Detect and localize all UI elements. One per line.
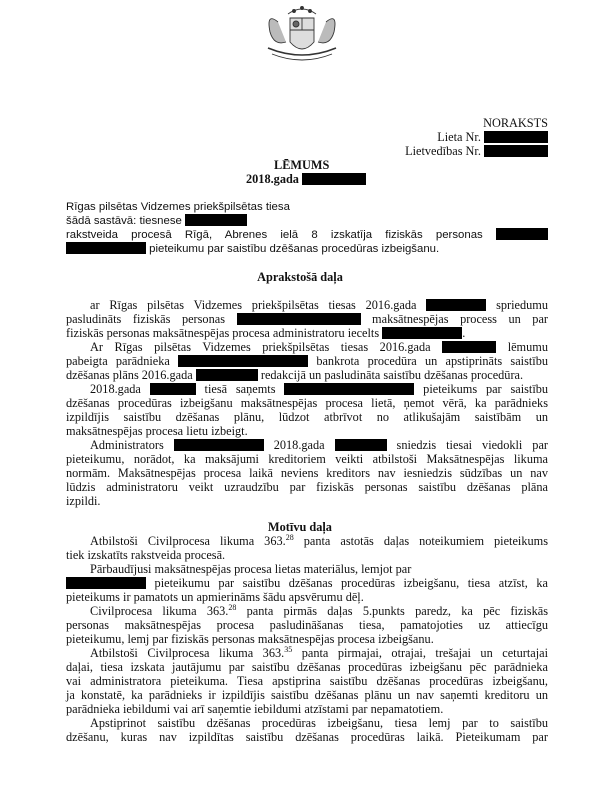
s2p2-text-b: pieteikumu par saistību dzēšanas procedūras izbeigšanu, tiesa atzīst, ka [154,576,548,590]
s1p4-line1 [90,438,548,452]
s1p1-text-a: ar Rīgas pilsētas Vidzemes priekšpilsētas tiesas 2016.gada [90,298,417,312]
redacted-s1p1-person [237,313,361,325]
court-application-line [66,242,439,256]
s1p1-text-d: maksātnespējas process un par [372,312,548,326]
s1p3-line2: dzēšanas procedūras izbeigšanu maksātnespējas procesa lietā, ņemot vērā, ka parādnieks [66,396,548,410]
process-text: rakstveida procesā Rīgā, Abrenes ielā 8 izskatīja fiziskās personas [66,229,483,241]
s1p2-line3 [66,368,523,382]
s1p1-text-f: . [462,326,466,340]
s2p3-text-a: Civilprocesa likuma 363. [90,604,229,618]
s2p4-sup: 35 [284,644,293,654]
s1p4-line4: lūdzis administratoru veikt uzraudzību par fiziskās personas saistību dzēšanas plāna [66,480,548,494]
application-text: pieteikumu par saistību dzēšanas procedūras izbeigšanu. [149,243,440,255]
s1p2-text-b: lēmumu [507,340,548,354]
document-date [246,172,366,186]
redacted-judge [185,214,247,226]
redacted-s1p2-plan-date [196,369,258,381]
s1p2-text-f: redakcijā un pasludināta saistību dzēšanas procedūra. [260,368,524,382]
date-label: 2018.gada [246,172,299,186]
s2p4-line2: daļai, tiesa izskata jautājumu par saistību dzēšanas procedūras izbeigšanu pēc parādnieka [66,660,548,674]
s1p1-text-e: fiziskās personas maksātnespējas procesa administratoru iecelts [66,326,380,340]
redacted-s1p1-date [426,299,486,311]
s1p4-line5: izpildi. [66,494,101,508]
s1p2-text-a: Ar Rīgas pilsētas Vidzemes priekšpilsētas tiesas 2016.gada [90,340,431,354]
s2p1-line1 [90,534,548,548]
redacted-s1p1-admin [382,327,462,339]
court-name: Rīgas pilsētas Vidzemes priekšpilsētas tiesa [66,201,290,213]
s1p3-text-b: tiesā saņemts [204,382,276,396]
redacted-person [496,228,548,240]
registry-number-label: Lietvedības Nr. [405,144,481,158]
redacted-s1p4-admin [174,439,264,451]
registry-number-line [405,144,548,158]
s1p4-text-b: 2018.gada [273,438,325,452]
redacted-case-number [484,131,548,143]
s1p1-line1 [90,298,548,312]
redacted-s2p2-person [66,577,146,589]
s1p2-line2 [66,354,548,368]
s2p1-text-b: panta astotās daļas noteikumiem pieteikums [293,534,548,548]
s1p1-text-c: pasludināts fiziskās personas [66,312,225,326]
case-number-line [437,130,548,144]
s1p3-line1 [90,382,548,396]
s2p4-line1 [90,646,548,660]
s2p4-text-a: Atbilstoši Civilprocesa likuma 363. [90,646,285,660]
s1p1-text-b: spriedumu [496,298,549,312]
redacted-date [302,173,366,185]
court-composition [66,214,247,228]
s2p1-sup: 28 [285,532,294,542]
redacted-s1p2-date [442,341,496,353]
s2p2-line2 [66,576,548,590]
redacted-s1p2-debtor [178,355,308,367]
s1p4-text-a: Administrators [90,438,164,452]
s2p3-line1 [90,604,548,618]
s2p4-text-b: panta pirmajai, otrajai, trešajai un ceturtajai [292,646,548,660]
court-process-line [66,228,548,242]
s1p4-line3: normām. Maksātnespējas procesa laikā neviens kreditors nav iesniedzis sūdzības un nav [66,466,548,480]
s2p1-line2: tiek izskatīts rakstveida procesā. [66,548,226,562]
redacted-s1p3-date [150,383,196,395]
section-heading-motives: Motīvu daļa [268,520,332,534]
redacted-s1p3-person [284,383,414,395]
redacted-s1p4-date [335,439,387,451]
redacted-person-2 [66,242,146,254]
s1p2-text-d: bankrota procedūra un apstiprināts saistību [316,354,549,368]
composition-label: šādā sastāvā: tiesnese [66,215,182,227]
s2p5-line1: Apstiprinot saistību dzēšanas procedūras izbeigšanu, tiesa lemj par to saistību [90,716,548,730]
s1p3-text-c: pieteikums par saistību [423,382,549,396]
s1p2-line1 [90,340,548,354]
s1p2-text-e: dzēšanas plāns 2016.gada [66,368,193,382]
document-title: LĒMUMS [274,158,330,172]
redacted-registry-number [484,145,548,157]
s2p5-line2: dzēšanu, kuras nav izpildītas saistību dzēšanas procedūras laikā. Pieteikumam par [66,730,548,744]
s2p2-line3: pieteikums ir pamatots un apmierināms šādu apsvērumu dēļ. [66,590,364,604]
s1p2-text-c: pabeigta parādnieka [66,354,170,368]
s2p2-line1: Pārbaudījusi maksātnespējas procesa lietas materiālus, lemjot par [90,562,412,576]
case-number-label: Lieta Nr. [437,130,481,144]
s1p1-line3 [66,326,465,340]
s1p3-line3: izpildījis saistību dzēšanas plānu, lūdzot atbrīvot no atlikušajām saistībām un [66,410,548,424]
s1p3-text-a: 2018.gada [90,382,141,396]
s2p3-line3: pieteikumu, lemj par fiziskās personas maksātnespējas procesa izbeigšanu. [66,632,434,646]
section-heading-descriptive: Aprakstošā daļa [257,270,343,284]
s1p4-line2: pieteikumu, norādot, ka maksājumi kreditoriem veikti atbilstoši Maksātnespējas likuma [66,452,548,466]
coat-of-arms-icon [258,2,346,66]
s1p4-text-c: sniedzis tiesai viedokli par [396,438,549,452]
s2p1-text-a: Atbilstoši Civilprocesa likuma 363. [90,534,286,548]
s2p3-line2: personas maksātnespējas procesa pasludināšanas tiesa, pamatojoties uz attiecīgu [66,618,548,632]
noraksts-label: NORAKSTS [483,116,548,130]
s1p3-line4: maksātnespējas procesa lietu izbeigt. [66,424,248,438]
s2p3-text-b: panta pirmās daļas 5.punkts paredz, ka pēc fiziskās [236,604,548,618]
s1p1-line2 [66,312,548,326]
s2p4-line3: vai administratora pieteikuma. Tiesa apstiprina saistību dzēšanas procedūras izbeigšanu, [66,674,548,688]
s2p4-line4: ja konstatē, ka parādnieks ir izpildījis saistību dzēšanas plānu un nav saņemti kreditoru un [66,688,548,702]
s2p4-line5: parādnieka iebildumi vai arī saņemtie iebildumi atzīstami par nepamatotiem. [66,702,444,716]
s2p3-sup: 28 [228,602,237,612]
